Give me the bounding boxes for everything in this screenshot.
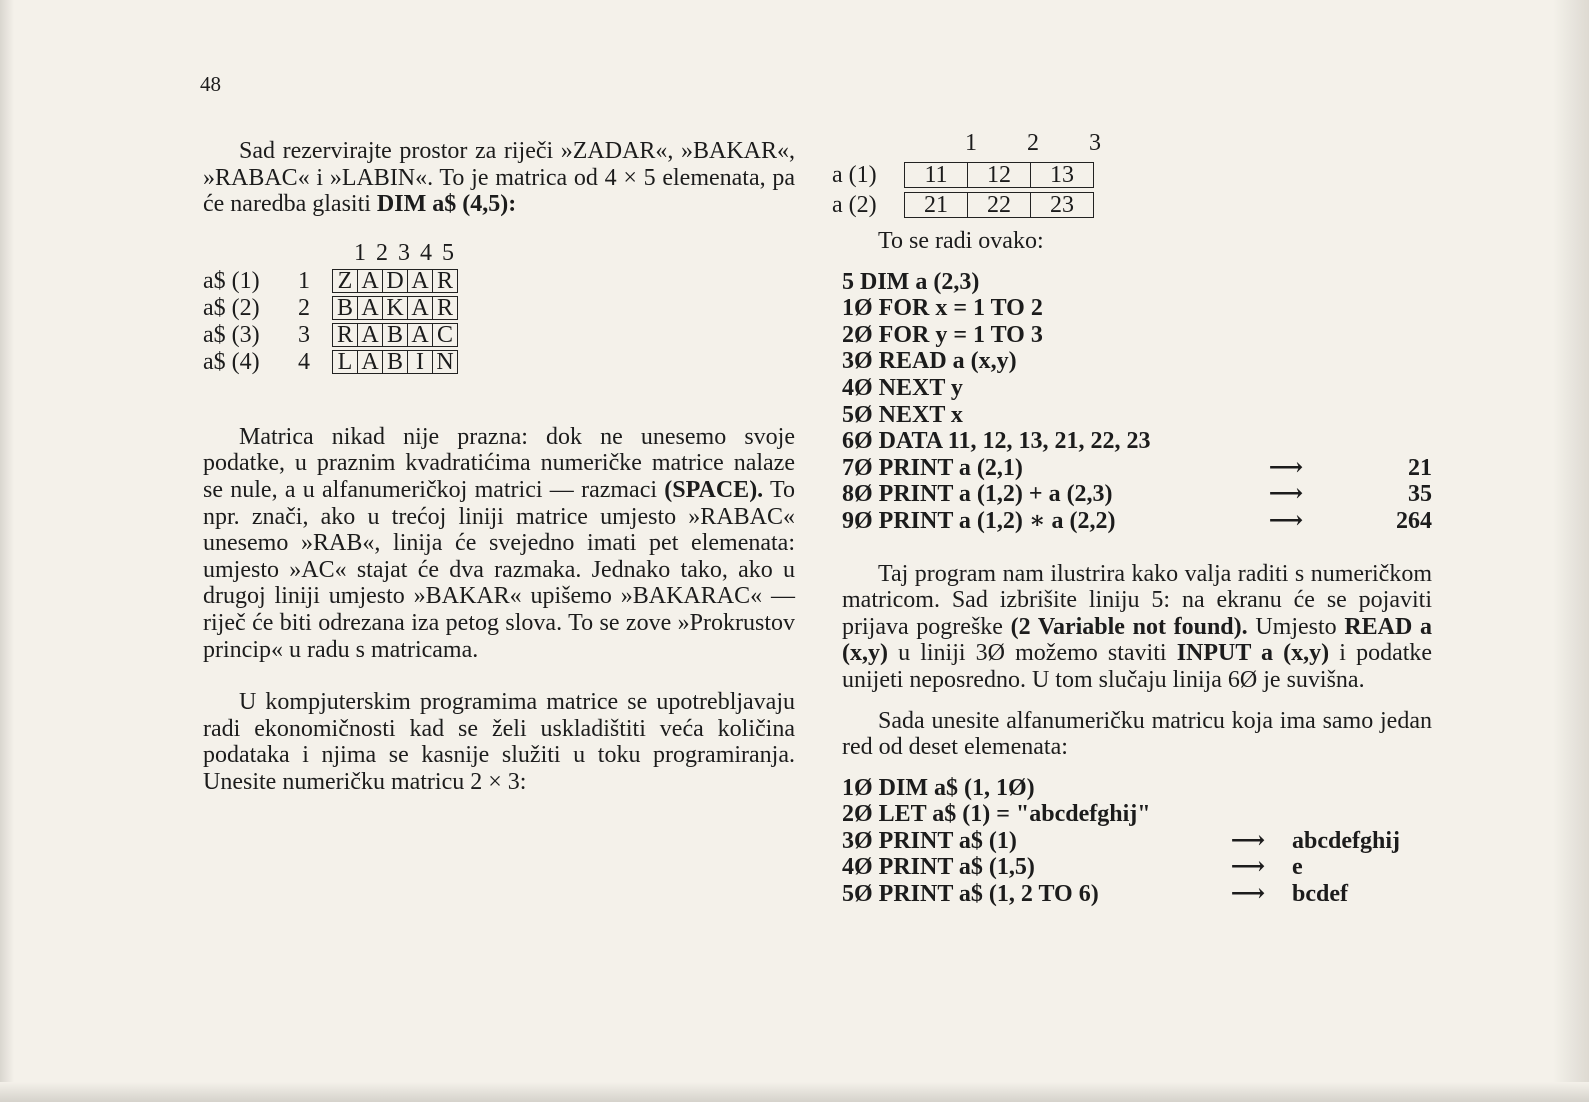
code-command: 4Ø NEXT y	[842, 374, 963, 401]
arrow-icon	[1250, 402, 1322, 429]
code-line	[842, 348, 1432, 375]
code-result	[1284, 775, 1432, 802]
matrix-row: a$ (1) 1 Z A D A R	[203, 268, 795, 295]
matrix-cells: R A B A C	[332, 323, 458, 347]
string-matrix	[203, 240, 795, 376]
code-result	[1322, 269, 1432, 296]
string-matrix-header: 1 2 3 4 5	[354, 239, 454, 266]
code-line	[842, 428, 1432, 455]
intro-text: To se radi ovako:	[878, 228, 1044, 254]
matrix-cells: 21 22 23	[904, 192, 1094, 218]
code-line	[842, 775, 1432, 802]
left-column	[203, 138, 795, 796]
code-line	[842, 854, 1432, 881]
program-listing-1	[842, 269, 1432, 535]
code-line	[842, 295, 1432, 322]
code-line	[842, 881, 1432, 908]
code-result: bcdef	[1292, 881, 1348, 908]
code-line	[842, 322, 1432, 349]
arrow-icon	[1250, 428, 1322, 455]
matrix-cells: L A B I N	[332, 350, 458, 374]
code-command: 9Ø PRINT a (1,2) ∗ a (2,2)	[842, 507, 1116, 534]
arrow-icon	[1250, 295, 1322, 322]
page-edge-bottom	[0, 1082, 1589, 1102]
code-result: 264	[1396, 507, 1432, 534]
code-result	[1322, 348, 1432, 375]
arrow-icon: ⟶	[1268, 481, 1304, 508]
page-edge-right	[1553, 0, 1589, 1102]
page-number: 48	[200, 72, 221, 96]
matrix-row: a (2) 21 22 23	[832, 190, 1432, 220]
arrow-icon	[1212, 775, 1284, 802]
code-command: 3Ø PRINT a$ (1)	[842, 827, 1017, 854]
matrix-cells: B A K A R	[332, 296, 458, 320]
arrow-icon: ⟶	[1230, 827, 1266, 854]
arrow-icon	[1250, 348, 1322, 375]
matrix-cells: Z A D A R	[332, 269, 458, 293]
code-line	[842, 269, 1432, 296]
code-line	[842, 455, 1432, 482]
paragraph-4: Taj program nam ilustrira kako valja raditi s numeričkom matricom. Sad izbrišite liniju 5: na ekranu će se pojaviti prijava pogreške (2 Variable not found). Umjesto READ a (x,y) u liniji 3Ø možemo staviti INPUT a (x,y) i podatke unijeti neposredno. U tom slučaju linija 6Ø je suvišna.	[842, 560, 1433, 693]
code-line	[842, 828, 1432, 855]
matrix-row: a$ (4) 4 L A B I N	[203, 349, 795, 376]
paragraph-2: Matrica nikad nije prazna: dok ne unesemo svoje podatke, u praznim kvadratićima numeričke matrice nalaze se nule, a u alfanumeričkoj matrici — razmaci (SPACE). To npr. znači, ako u trećoj liniji matrice umjesto »RABAC« unesemo »RAB«, linija će svejedno imati pet elemenata: umjesto »AC« stajat će dva razmaka. Jednako tako, ako u drugoj liniji umjesto »BAKAR« upišemo »BAKARAC« — riječ će biti odrezana iza petog slova. To se zove »Prokrustov princip« u radu s matricama.	[203, 423, 796, 663]
code-line	[842, 508, 1432, 535]
numeric-matrix	[832, 130, 1432, 220]
code-command: 5Ø NEXT x	[842, 401, 963, 428]
matrix-row: a$ (2) 2 B A K A R	[203, 295, 795, 322]
code-result	[1322, 402, 1432, 429]
code-line	[842, 402, 1432, 429]
dim-statement: DIM a$ (4,5):	[376, 191, 517, 218]
arrow-icon	[1250, 375, 1322, 402]
arrow-icon: ⟶	[1230, 854, 1266, 881]
code-command: 4Ø PRINT a$ (1,5)	[842, 854, 1035, 881]
code-result	[1322, 295, 1432, 322]
numeric-matrix-header: 1 2 3	[965, 130, 1101, 156]
paragraph-3: U kompjuterskim programima matrice se upotrebljavaju radi ekonomičnosti kad se želi uskladištiti veća količina podataka i njima se kasnije služiti u toku programiranja. Unesite numeričku matricu 2 × 3:	[203, 689, 795, 795]
code-command: 5 DIM a (2,3)	[842, 268, 980, 295]
matrix-cells: 11 12 13	[904, 162, 1094, 188]
matrix-row: a$ (3) 3 R A B A C	[203, 322, 795, 349]
paragraph-1: Sad rezervirajte prostor za riječi »ZADAR«, »BAKAR«, »RABAC« i »LABIN«. To je matrica od 4 × 5 elemenata, pa će naredba glasiti DIM a$ (4,5):	[203, 138, 795, 218]
code-result: 35	[1408, 481, 1432, 508]
paragraph-5: Sada unesite alfanumeričku matricu koja ima samo jedan red od deset elemenata:	[842, 707, 1432, 761]
code-command: 7Ø PRINT a (2,1)	[842, 454, 1023, 481]
right-column	[832, 130, 1433, 908]
code-line	[842, 481, 1432, 508]
code-command: 2Ø LET a$ (1) = "abcdefghij"	[842, 801, 1151, 828]
arrow-icon	[1250, 269, 1322, 296]
code-result	[1322, 428, 1432, 455]
program-listing-2	[842, 775, 1432, 908]
arrow-icon: ⟶	[1268, 507, 1304, 534]
code-result	[1284, 801, 1432, 828]
arrow-icon: ⟶	[1230, 881, 1266, 908]
code-result: 21	[1408, 454, 1432, 481]
page-edge-left	[0, 0, 14, 1102]
matrix-row: a (1) 11 12 13	[832, 160, 1432, 190]
code-line	[842, 801, 1432, 828]
arrow-icon	[1212, 801, 1284, 828]
arrow-icon	[1250, 322, 1322, 349]
arrow-icon: ⟶	[1268, 454, 1304, 481]
code-result: e	[1292, 854, 1303, 881]
code-line	[842, 375, 1432, 402]
code-command: 5Ø PRINT a$ (1, 2 TO 6)	[842, 881, 1099, 908]
code-result	[1322, 322, 1432, 349]
code-command: 3Ø READ a (x,y)	[842, 348, 1017, 375]
code-command: 2Ø FOR y = 1 TO 3	[842, 321, 1043, 348]
code-command: 1Ø FOR x = 1 TO 2	[842, 295, 1043, 322]
code-command: 6Ø DATA 11, 12, 13, 21, 22, 23	[842, 428, 1151, 455]
code-command: 1Ø DIM a$ (1, 1Ø)	[842, 774, 1035, 801]
code-command: 8Ø PRINT a (1,2) + a (2,3)	[842, 481, 1113, 508]
code-result: abcdefghij	[1292, 827, 1400, 854]
code-result	[1322, 375, 1432, 402]
